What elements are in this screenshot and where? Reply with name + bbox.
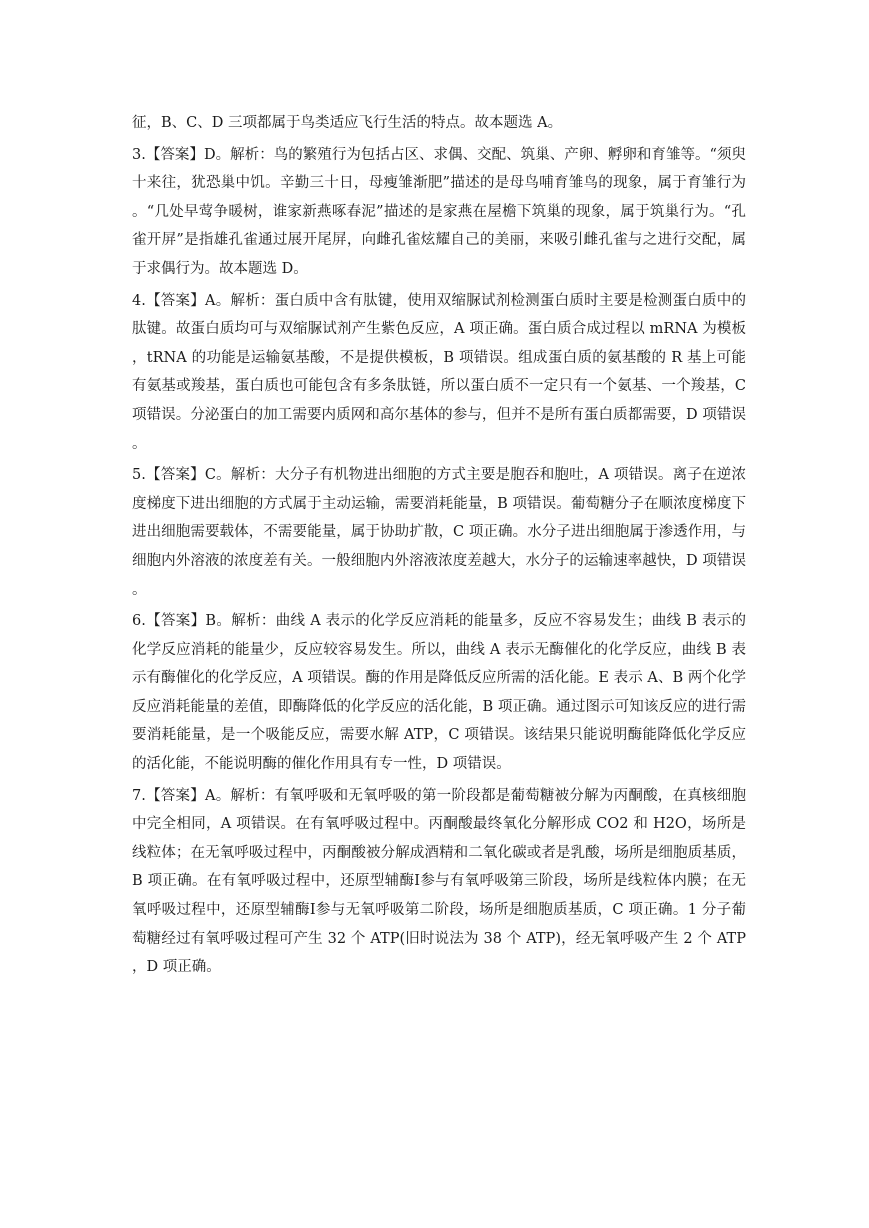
paragraph-continuation-q2: 征，B、C、D 三项都属于鸟类适应飞行生活的特点。故本题选 A。: [132, 115, 563, 131]
paragraph-answer-6: 6.【答案】B。解析：曲线 A 表示的化学反应消耗的能量多，反应不容易发生；曲线 B 表示的化学反应消耗的能量少，反应较容易发生。所以，曲线 A 表示无酶催化的化学反应，曲线 B 表示有酶催化的化学反应，A 项错误。酶的作用是降低反应所需的活化能。E 表示 A、B 两个化学反应消耗能量的差值，即酶降低的化学反应的活化能，B 项正确。通过图示可知该反应的进行需要消耗能量，是一个吸能反应，需要水解 ATP，C 项错误。该结果只能说明酶能降低化学反应的活化能，不能说明酶的催化作用具有专一性，D 项错误。: [132, 613, 746, 773]
paragraph-answer-3: 3.【答案】D。解析：鸟的繁殖行为包括占区、求偶、交配、筑巢、产卵、孵卵和育雏等。“须臾十来往，犹恐巢中饥。辛勤三十日，母瘦雏渐肥”描述的是母鸟哺育雏鸟的现象，属于育雏行为。“几处早莺争暖树，谁家新燕啄春泥”描述的是家燕在屋檐下筑巢的现象，属于筑巢行为。“孔雀开屏”是指雄孔雀通过展开尾屏，向雌孔雀炫耀自己的美丽，来吸引雌孔雀与之进行交配，属于求偶行为。故本题选 D。: [132, 146, 746, 277]
paragraph-answer-4: 4.【答案】A。解析：蛋白质中含有肽键，使用双缩脲试剂检测蛋白质时主要是检测蛋白质中的肽键。故蛋白质均可与双缩脲试剂产生紫色反应，A 项正确。蛋白质合成过程以 mRNA 为模板，tRNA 的功能是运输氨基酸，不是提供模板，B 项错误。组成蛋白质的氨基酸的 R 基上可能有氨基或羧基，蛋白质也可能包含有多条肽链，所以蛋白质不一定只有一个氨基、一个羧基，C 项错误。分泌蛋白的加工需要内质网和高尔基体的参与，但并不是所有蛋白质都需要，D 项错误。: [132, 292, 746, 452]
paragraph-answer-7: 7.【答案】A。解析：有氧呼吸和无氧呼吸的第一阶段都是葡萄糖被分解为丙酮酸，在真核细胞中完全相同，A 项错误。在有氧呼吸过程中。丙酮酸最终氧化分解形成 CO2 和 H2O，场所是线粒体；在无氧呼吸过程中，丙酮酸被分解成酒精和二氧化碳或者是乳酸，场所是细胞质基质，B 项正确。在有氧呼吸过程中，还原型辅酶Ⅰ参与有氧呼吸第三阶段，场所是线粒体内膜；在无氧呼吸过程中，还原型辅酶Ⅰ参与无氧呼吸第二阶段，场所是细胞质基质，C 项正确。1 分子葡萄糖经过有氧呼吸过程可产生 32 个 ATP(旧时说法为 38 个 ATP)，经无氧呼吸产生 2 个 ATP，D 项正确。: [132, 787, 746, 976]
paragraph-answer-5: 5.【答案】C。解析：大分子有机物进出细胞的方式主要是胞吞和胞吐，A 项错误。离子在逆浓度梯度下进出细胞的方式属于主动运输，需要消耗能量，B 项错误。葡萄糖分子在顺浓度梯度下进出细胞需要载体，不需要能量，属于协助扩散，C 项正确。水分子进出细胞属于渗透作用，与细胞内外溶液的浓度差有关。一般细胞内外溶液浓度差越大，水分子的运输速率越快，D 项错误。: [132, 467, 746, 598]
answer-explanations: [132, 109, 746, 985]
